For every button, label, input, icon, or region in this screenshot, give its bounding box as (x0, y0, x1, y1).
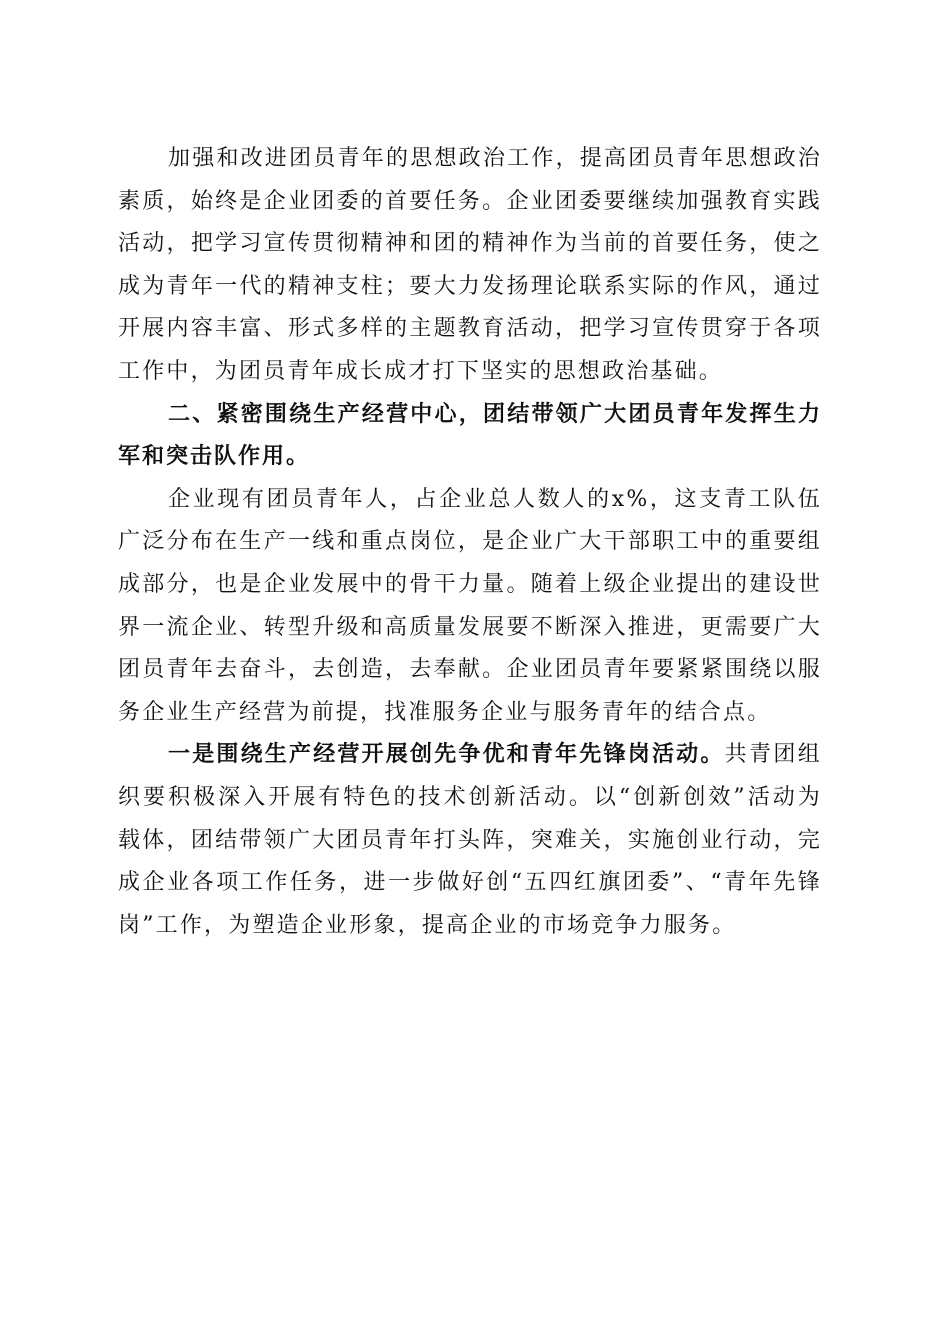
document-page (118, 138, 822, 947)
paragraph-youth-workforce: 企业现有团员青年人，占企业总人数人的x%，这支青工队伍广泛分布在生产一线和重点岗位，是企业广大干部职工中的重要组成部分，也是企业发展中的骨干力量。随着上级企业提出的建设世界一流企业、转型升级和高质量发展要不断深入推进，更需要广大团员青年去奋斗，去创造，去奉献。企业团员青年要紧紧围绕以服务企业生产经营为前提，找准服务企业与服务青年的结合点。 (118, 486, 822, 725)
paragraph-innovation-activities (118, 734, 822, 947)
paragraph-ideological-work: 加强和改进团员青年的思想政治工作，提高团员青年思想政治素质，始终是企业团委的首要任务。企业团委要继续加强教育实践活动，把学习宣传贯彻精神和团的精神作为当前的首要任务，使之成为青年一代的精神支柱；要大力发扬理论联系实际的作风，通过开展内容丰富、形式多样的主题教育活动，把学习宣传贯穿于各项工作中，为团员青年成长成才打下坚实的思想政治基础。 (118, 146, 822, 384)
section-heading-two: 二、紧密围绕生产经营中心，团结带领广大团员青年发挥生力军和突击队作用。 (118, 401, 822, 470)
paragraph-lead-sentence: 一是围绕生产经营开展创先争优和青年先锋岗活动。 (168, 742, 725, 768)
paragraph-body-text: 共青团组织要积极深入开展有特色的技术创新活动。以“创新创效”活动为载体，团结带领广大团员青年打头阵，突难关，实施创业行动，完成企业各项工作任务，进一步做好创“五四红旗团委”、“青年先锋岗”工作，为塑造企业形象，提高企业的市场竞争力服务。 (118, 742, 822, 938)
